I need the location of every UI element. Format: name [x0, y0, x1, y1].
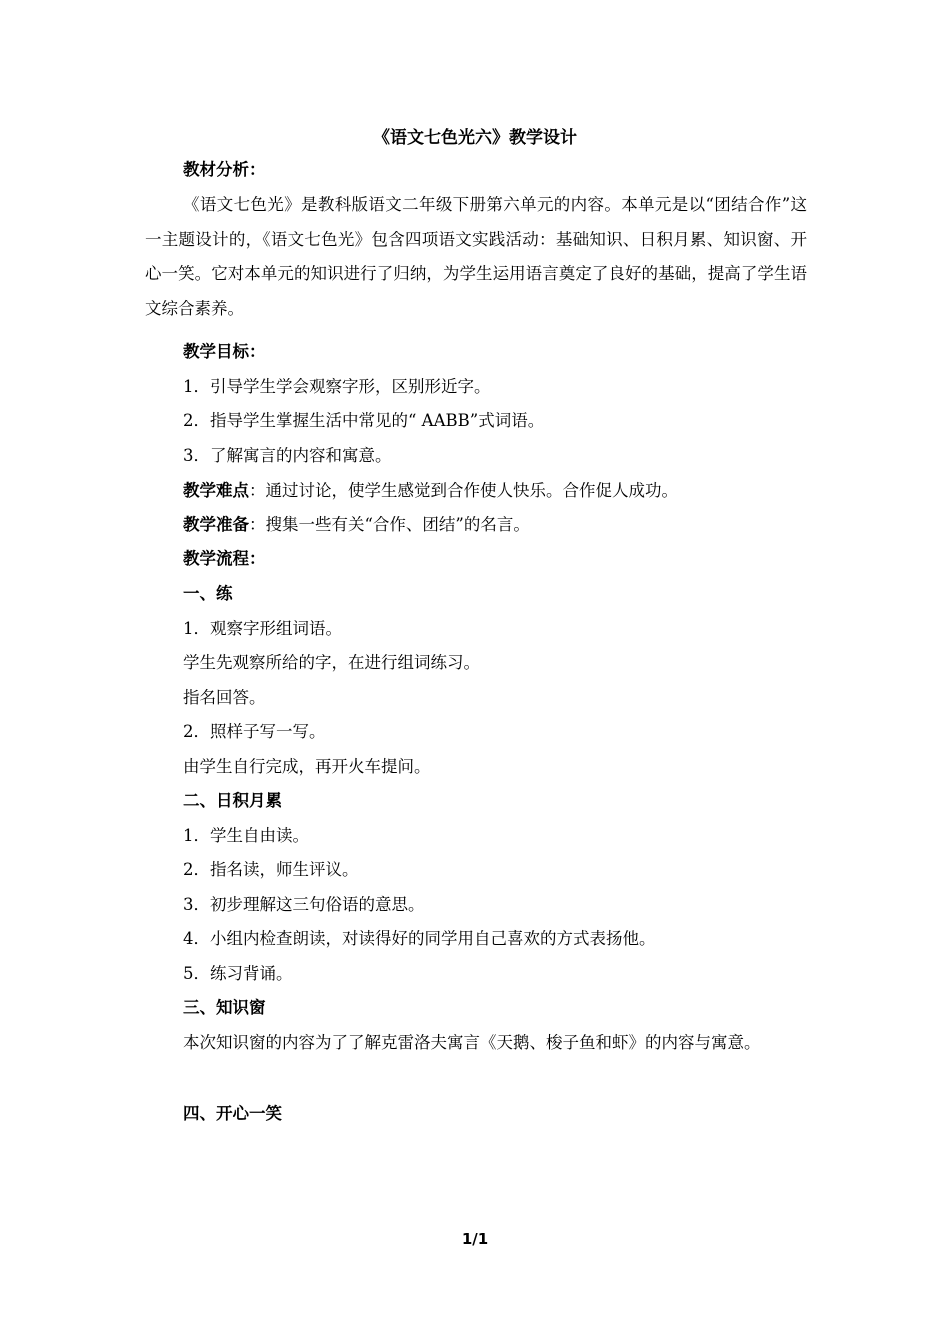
material-analysis-heading: 教材分析： — [183, 160, 266, 179]
section-3-body: 本次知识窗的内容为了了解克雷洛夫寓言《天鹅、梭子鱼和虾》的内容与寓意。 — [183, 1033, 761, 1052]
section-2-heading: 二、日积月累 — [183, 791, 282, 810]
section-4-heading: 四、开心一笑 — [183, 1104, 282, 1123]
page-number: 1/1 — [461, 1230, 489, 1248]
section-1-line: 由学生自行完成，再开火车提问。 — [183, 757, 431, 776]
preparation-line — [183, 513, 530, 537]
section-2-line: 1．学生自由读。 — [183, 826, 309, 845]
document-title: 《语文七色光六》教学设计 — [373, 128, 577, 148]
preparation-text: ：搜集一些有关“合作、团结”的名言。 — [249, 515, 530, 534]
section-1-heading: 一、练 — [183, 584, 233, 603]
objective-item: 1．引导学生学会观察字形，区别形近字。 — [183, 377, 491, 396]
difficulty-label: 教学难点 — [183, 481, 249, 500]
section-2-line: 5．练习背诵。 — [183, 964, 293, 983]
section-1-line: 1．观察字形组词语。 — [183, 619, 342, 638]
section-1-line: 指名回答。 — [183, 688, 266, 707]
difficulty-text: ：通过讨论，使学生感觉到合作使人快乐。合作促人成功。 — [249, 481, 678, 500]
section-2-line: 2．指名读，师生评议。 — [183, 860, 359, 879]
material-analysis-body: 《语文七色光》是教科版语文二年级下册第六单元的内容。本单元是以“团结合作”这一主题设计的，《语文七色光》包含四项语文实践活动：基础知识、日积月累、知识窗、开心一笑。它对本单元的知识进行了归纳，为学生运用语言奠定了良好的基础，提高了学生语文综合素养。 — [145, 195, 807, 318]
objective-item: 2．指导学生掌握生活中常见的“ AABB”式词语。 — [183, 411, 545, 430]
section-2-line: 4．小组内检查朗读，对读得好的同学用自己喜欢的方式表扬他。 — [183, 929, 656, 948]
difficulty-line — [183, 479, 678, 503]
section-1-line: 2．照样子写一写。 — [183, 722, 326, 741]
section-1-line: 学生先观察所给的字，在进行组词练习。 — [183, 653, 480, 672]
section-3-heading: 三、知识窗 — [183, 998, 266, 1017]
process-heading: 教学流程： — [183, 549, 266, 568]
preparation-label: 教学准备 — [183, 515, 249, 534]
objective-item: 3．了解寓言的内容和寓意。 — [183, 446, 392, 465]
section-2-line: 3．初步理解这三句俗语的意思。 — [183, 895, 425, 914]
objectives-heading: 教学目标： — [183, 342, 266, 361]
